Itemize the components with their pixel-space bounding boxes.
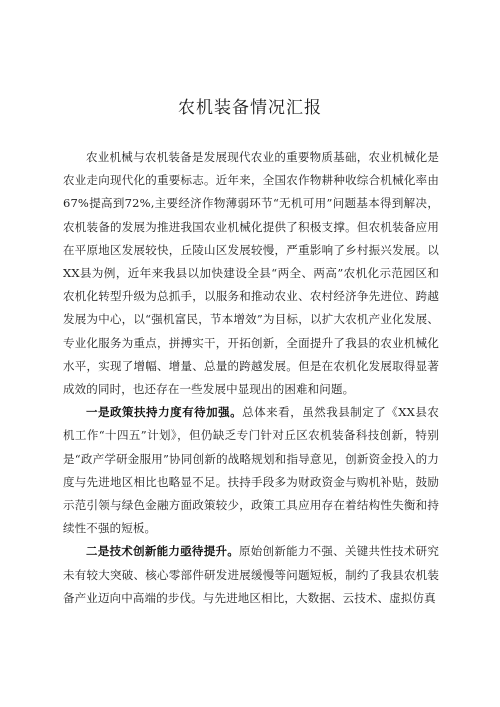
document-body bbox=[63, 146, 439, 610]
paragraph-intro bbox=[63, 146, 439, 401]
paragraph-policy bbox=[63, 401, 439, 540]
paragraph-innovation-text: 原始创新能力不强、关键共性技术研究未有较大突破、核心零部件研发进展缓慢等问题短板，制约了我县农机装备产业迈向中高端的步伐。与先进地区相比，大数据、云技术、虚拟仿真 bbox=[63, 544, 439, 605]
paragraph-intro-text: 农业机械与农机装备是发展现代农业的重要物质基础，农业机械化是农业走向现代化的重要标志。近年来，全国农作物耕种收综合机械化率由67%提高到72%,主要经济作物薄弱环节“无机可用”问题基本得到解决，农机装备的发展为推进我国农业机械化提供了积极支撑。但农机装备应用在平原地区发展较快，丘陵山区发展较慢，严重影响了乡村振兴发展。以XX县为例，近年来我县以加快建设全县“两全、两高”农机化示范园区和农机化转型升级为总抓手，以服务和推动农业、农村经济争先进位、跨越发展为中心，以“强机富民，节本增效”为目标，以扩大农机产业化发展、专业化服务为重点，拼搏实干，开拓创新，全面提升了我县的农业机械化水平，实现了增幅、增量、总量的跨越发展。但是在农机化发展取得显著成效的同时，也还存在一些发展中显现出的困难和问题。 bbox=[63, 150, 439, 397]
paragraph-policy-text: 总体来看，虽然我县制定了《XX县农机工作“十四五”计划》，但仍缺乏专门针对丘区农机装备科技创新，特别是“政产学研金服用”协同创新的战略规划和指导意见，创新资金投入的力度与先进地区相比也略显不足。扶持手段多为财政资金与购机补贴，鼓励示范引领与绿色金融方面政策较少，政策工具应用存在着结构性失衡和持续性不强的短板。 bbox=[63, 405, 439, 536]
paragraph-innovation-lead: 二是技术创新能力亟待提升。 bbox=[86, 544, 240, 559]
document-title: 农机装备情况汇报 bbox=[178, 98, 322, 118]
paragraph-policy-lead: 一是政策扶持力度有待加强。 bbox=[86, 405, 243, 420]
paragraph-innovation bbox=[63, 540, 439, 610]
